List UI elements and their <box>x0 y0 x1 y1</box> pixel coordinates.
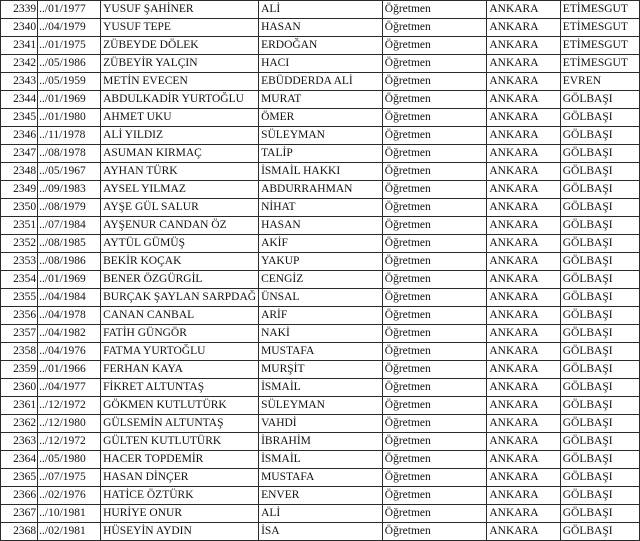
city-cell: ANKARA <box>487 451 560 469</box>
city-cell: ANKARA <box>487 271 560 289</box>
city-cell: ANKARA <box>487 199 560 217</box>
occupation-cell: Öğretmen <box>382 73 487 91</box>
district-cell: GÖLBAŞI <box>560 163 639 181</box>
city-cell: ANKARA <box>487 343 560 361</box>
name-cell: FATİH GÜNGÖR <box>101 325 259 343</box>
date-cell: ../08/1978 <box>38 145 101 163</box>
city-cell: ANKARA <box>487 19 560 37</box>
date-cell: ../01/1977 <box>38 1 101 19</box>
city-cell: ANKARA <box>487 253 560 271</box>
row-number-cell: 2354 <box>1 271 38 289</box>
city-cell: ANKARA <box>487 91 560 109</box>
name-cell: METİN EVECEN <box>101 73 259 91</box>
district-cell: GÖLBAŞI <box>560 361 639 379</box>
date-cell: ../04/1982 <box>38 325 101 343</box>
name-cell: HÜSEYİN AYDIN <box>101 523 259 541</box>
father-name-cell: MUSTAFA <box>259 343 383 361</box>
father-name-cell: İSA <box>259 523 383 541</box>
table-row <box>1 325 640 343</box>
table-row <box>1 1 640 19</box>
district-cell: GÖLBAŞI <box>560 253 639 271</box>
city-cell: ANKARA <box>487 289 560 307</box>
occupation-cell: Öğretmen <box>382 199 487 217</box>
city-cell: ANKARA <box>487 325 560 343</box>
city-cell: ANKARA <box>487 1 560 19</box>
row-number-cell: 2356 <box>1 307 38 325</box>
table-row <box>1 289 640 307</box>
district-cell: GÖLBAŞI <box>560 127 639 145</box>
row-number-cell: 2347 <box>1 145 38 163</box>
city-cell: ANKARA <box>487 523 560 541</box>
father-name-cell: MURAT <box>259 91 383 109</box>
father-name-cell: İSMAİL <box>259 379 383 397</box>
father-name-cell: İSMAİL HAKKI <box>259 163 383 181</box>
father-name-cell: SÜLEYMAN <box>259 127 383 145</box>
district-cell: GÖLBAŞI <box>560 469 639 487</box>
row-number-cell: 2360 <box>1 379 38 397</box>
row-number-cell: 2367 <box>1 505 38 523</box>
date-cell: ../05/1967 <box>38 163 101 181</box>
father-name-cell: MURŞİT <box>259 361 383 379</box>
city-cell: ANKARA <box>487 37 560 55</box>
father-name-cell: ALİ <box>259 1 383 19</box>
row-number-cell: 2359 <box>1 361 38 379</box>
district-cell: GÖLBAŞI <box>560 487 639 505</box>
occupation-cell: Öğretmen <box>382 1 487 19</box>
name-cell: ABDULKADİR YURTOĞLU <box>101 91 259 109</box>
father-name-cell: ENVER <box>259 487 383 505</box>
district-cell: GÖLBAŞI <box>560 325 639 343</box>
district-cell: ETİMESGUT <box>560 37 639 55</box>
table-row <box>1 361 640 379</box>
row-number-cell: 2357 <box>1 325 38 343</box>
name-cell: HURİYE ONUR <box>101 505 259 523</box>
date-cell: ../10/1981 <box>38 505 101 523</box>
father-name-cell: ÖMER <box>259 109 383 127</box>
row-number-cell: 2364 <box>1 451 38 469</box>
occupation-cell: Öğretmen <box>382 451 487 469</box>
row-number-cell: 2365 <box>1 469 38 487</box>
name-cell: HASAN DİNÇER <box>101 469 259 487</box>
city-cell: ANKARA <box>487 55 560 73</box>
city-cell: ANKARA <box>487 379 560 397</box>
row-number-cell: 2355 <box>1 289 38 307</box>
date-cell: ../04/1977 <box>38 379 101 397</box>
date-cell: ../09/1983 <box>38 181 101 199</box>
table-row <box>1 127 640 145</box>
date-cell: ../02/1976 <box>38 487 101 505</box>
date-cell: ../12/1972 <box>38 397 101 415</box>
table-row <box>1 397 640 415</box>
district-cell: ETİMESGUT <box>560 55 639 73</box>
date-cell: ../01/1966 <box>38 361 101 379</box>
row-number-cell: 2346 <box>1 127 38 145</box>
name-cell: ASUMAN KIRMAÇ <box>101 145 259 163</box>
father-name-cell: HASAN <box>259 217 383 235</box>
name-cell: ZÜBEYDE DÖLEK <box>101 37 259 55</box>
name-cell: YUSUF ŞAHİNER <box>101 1 259 19</box>
name-cell: ZÜBEYİR YALÇIN <box>101 55 259 73</box>
name-cell: AYŞE GÜL SALUR <box>101 199 259 217</box>
row-number-cell: 2366 <box>1 487 38 505</box>
city-cell: ANKARA <box>487 163 560 181</box>
table-row <box>1 433 640 451</box>
district-cell: GÖLBAŞI <box>560 91 639 109</box>
city-cell: ANKARA <box>487 469 560 487</box>
occupation-cell: Öğretmen <box>382 109 487 127</box>
table-row <box>1 343 640 361</box>
district-cell: GÖLBAŞI <box>560 433 639 451</box>
date-cell: ../05/1986 <box>38 55 101 73</box>
date-cell: ../11/1978 <box>38 127 101 145</box>
table-row <box>1 91 640 109</box>
district-cell: GÖLBAŞI <box>560 145 639 163</box>
occupation-cell: Öğretmen <box>382 253 487 271</box>
table-row <box>1 199 640 217</box>
row-number-cell: 2362 <box>1 415 38 433</box>
row-number-cell: 2350 <box>1 199 38 217</box>
table-row <box>1 307 640 325</box>
occupation-cell: Öğretmen <box>382 469 487 487</box>
table-row <box>1 505 640 523</box>
date-cell: ../05/1980 <box>38 451 101 469</box>
date-cell: ../12/1980 <box>38 415 101 433</box>
district-cell: GÖLBAŞI <box>560 199 639 217</box>
name-cell: BEKİR KOÇAK <box>101 253 259 271</box>
city-cell: ANKARA <box>487 487 560 505</box>
father-name-cell: HACI <box>259 55 383 73</box>
date-cell: ../04/1978 <box>38 307 101 325</box>
table-row <box>1 19 640 37</box>
city-cell: ANKARA <box>487 181 560 199</box>
district-cell: ETİMESGUT <box>560 19 639 37</box>
table-row <box>1 145 640 163</box>
occupation-cell: Öğretmen <box>382 163 487 181</box>
occupation-cell: Öğretmen <box>382 397 487 415</box>
table-row <box>1 415 640 433</box>
occupation-cell: Öğretmen <box>382 217 487 235</box>
table-row <box>1 109 640 127</box>
date-cell: ../08/1979 <box>38 199 101 217</box>
row-number-cell: 2351 <box>1 217 38 235</box>
occupation-cell: Öğretmen <box>382 343 487 361</box>
table-row <box>1 379 640 397</box>
occupation-cell: Öğretmen <box>382 325 487 343</box>
name-cell: HATİCE ÖZTÜRK <box>101 487 259 505</box>
district-cell: GÖLBAŞI <box>560 217 639 235</box>
father-name-cell: AKİF <box>259 235 383 253</box>
occupation-cell: Öğretmen <box>382 37 487 55</box>
table-row <box>1 487 640 505</box>
name-cell: GÜLTEN KUTLUTÜRK <box>101 433 259 451</box>
father-name-cell: SÜLEYMAN <box>259 397 383 415</box>
father-name-cell: ERDOĞAN <box>259 37 383 55</box>
city-cell: ANKARA <box>487 505 560 523</box>
row-number-cell: 2352 <box>1 235 38 253</box>
table-row <box>1 523 640 541</box>
father-name-cell: ÜNSAL <box>259 289 383 307</box>
name-cell: FİKRET ALTUNTAŞ <box>101 379 259 397</box>
date-cell: ../02/1981 <box>38 523 101 541</box>
district-cell: GÖLBAŞI <box>560 379 639 397</box>
occupation-cell: Öğretmen <box>382 505 487 523</box>
date-cell: ../01/1980 <box>38 109 101 127</box>
occupation-cell: Öğretmen <box>382 289 487 307</box>
name-cell: HACER TOPDEMİR <box>101 451 259 469</box>
table-row <box>1 253 640 271</box>
name-cell: AYSEL YILMAZ <box>101 181 259 199</box>
row-number-cell: 2368 <box>1 523 38 541</box>
occupation-cell: Öğretmen <box>382 145 487 163</box>
father-name-cell: ARİF <box>259 307 383 325</box>
occupation-cell: Öğretmen <box>382 415 487 433</box>
date-cell: ../08/1986 <box>38 253 101 271</box>
table-row <box>1 163 640 181</box>
row-number-cell: 2361 <box>1 397 38 415</box>
occupation-cell: Öğretmen <box>382 181 487 199</box>
district-cell: GÖLBAŞI <box>560 397 639 415</box>
row-number-cell: 2344 <box>1 91 38 109</box>
date-cell: ../04/1984 <box>38 289 101 307</box>
occupation-cell: Öğretmen <box>382 523 487 541</box>
table-row <box>1 181 640 199</box>
date-cell: ../07/1975 <box>38 469 101 487</box>
district-cell: GÖLBAŞI <box>560 415 639 433</box>
father-name-cell: YAKUP <box>259 253 383 271</box>
name-cell: FERHAN KAYA <box>101 361 259 379</box>
father-name-cell: ALİ <box>259 505 383 523</box>
table-row <box>1 235 640 253</box>
occupation-cell: Öğretmen <box>382 361 487 379</box>
table-row <box>1 55 640 73</box>
district-cell: GÖLBAŞI <box>560 451 639 469</box>
city-cell: ANKARA <box>487 415 560 433</box>
row-number-cell: 2349 <box>1 181 38 199</box>
name-cell: BURÇAK ŞAYLAN SARPDAĞ <box>101 289 259 307</box>
name-cell: YUSUF TEPE <box>101 19 259 37</box>
city-cell: ANKARA <box>487 73 560 91</box>
table-row <box>1 217 640 235</box>
district-cell: GÖLBAŞI <box>560 505 639 523</box>
row-number-cell: 2345 <box>1 109 38 127</box>
occupation-cell: Öğretmen <box>382 55 487 73</box>
date-cell: ../01/1969 <box>38 271 101 289</box>
city-cell: ANKARA <box>487 433 560 451</box>
row-number-cell: 2348 <box>1 163 38 181</box>
date-cell: ../05/1959 <box>38 73 101 91</box>
table-row <box>1 469 640 487</box>
father-name-cell: İSMAİL <box>259 451 383 469</box>
occupation-cell: Öğretmen <box>382 433 487 451</box>
name-cell: ALİ YILDIZ <box>101 127 259 145</box>
name-cell: AYŞENUR CANDAN ÖZ <box>101 217 259 235</box>
date-cell: ../04/1976 <box>38 343 101 361</box>
row-number-cell: 2358 <box>1 343 38 361</box>
name-cell: FATMA YURTOĞLU <box>101 343 259 361</box>
father-name-cell: MUSTAFA <box>259 469 383 487</box>
row-number-cell: 2353 <box>1 253 38 271</box>
district-cell: GÖLBAŞI <box>560 271 639 289</box>
table-row <box>1 451 640 469</box>
occupation-cell: Öğretmen <box>382 91 487 109</box>
father-name-cell: TALİP <box>259 145 383 163</box>
occupation-cell: Öğretmen <box>382 307 487 325</box>
district-cell: GÖLBAŞI <box>560 523 639 541</box>
father-name-cell: NİHAT <box>259 199 383 217</box>
name-cell: GÖKMEN KUTLUTÜRK <box>101 397 259 415</box>
city-cell: ANKARA <box>487 109 560 127</box>
occupation-cell: Öğretmen <box>382 19 487 37</box>
district-cell: GÖLBAŞI <box>560 235 639 253</box>
row-number-cell: 2339 <box>1 1 38 19</box>
table-row <box>1 271 640 289</box>
name-cell: AHMET UKU <box>101 109 259 127</box>
city-cell: ANKARA <box>487 307 560 325</box>
date-cell: ../04/1979 <box>38 19 101 37</box>
row-number-cell: 2363 <box>1 433 38 451</box>
district-cell: GÖLBAŞI <box>560 343 639 361</box>
district-cell: GÖLBAŞI <box>560 181 639 199</box>
city-cell: ANKARA <box>487 145 560 163</box>
district-cell: GÖLBAŞI <box>560 289 639 307</box>
row-number-cell: 2342 <box>1 55 38 73</box>
father-name-cell: NAKİ <box>259 325 383 343</box>
name-cell: AYHAN TÜRK <box>101 163 259 181</box>
father-name-cell: HASAN <box>259 19 383 37</box>
row-number-cell: 2340 <box>1 19 38 37</box>
date-cell: ../12/1972 <box>38 433 101 451</box>
row-number-cell: 2341 <box>1 37 38 55</box>
city-cell: ANKARA <box>487 217 560 235</box>
table-row <box>1 73 640 91</box>
city-cell: ANKARA <box>487 235 560 253</box>
father-name-cell: CENGİZ <box>259 271 383 289</box>
table-row <box>1 37 640 55</box>
date-cell: ../07/1984 <box>38 217 101 235</box>
city-cell: ANKARA <box>487 361 560 379</box>
city-cell: ANKARA <box>487 397 560 415</box>
row-number-cell: 2343 <box>1 73 38 91</box>
occupation-cell: Öğretmen <box>382 487 487 505</box>
occupation-cell: Öğretmen <box>382 127 487 145</box>
date-cell: ../01/1975 <box>38 37 101 55</box>
occupation-cell: Öğretmen <box>382 271 487 289</box>
father-name-cell: İBRAHİM <box>259 433 383 451</box>
district-cell: GÖLBAŞI <box>560 109 639 127</box>
name-cell: AYTÜL GÜMÜŞ <box>101 235 259 253</box>
city-cell: ANKARA <box>487 127 560 145</box>
district-cell: EVREN <box>560 73 639 91</box>
occupation-cell: Öğretmen <box>382 379 487 397</box>
father-name-cell: VAHDİ <box>259 415 383 433</box>
name-cell: BENER ÖZGÜRGİL <box>101 271 259 289</box>
father-name-cell: ABDURRAHMAN <box>259 181 383 199</box>
occupation-cell: Öğretmen <box>382 235 487 253</box>
name-cell: CANAN CANBAL <box>101 307 259 325</box>
name-cell: GÜLSEMİN ALTUNTAŞ <box>101 415 259 433</box>
date-cell: ../01/1969 <box>38 91 101 109</box>
table-body <box>1 1 640 541</box>
district-cell: GÖLBAŞI <box>560 307 639 325</box>
date-cell: ../08/1985 <box>38 235 101 253</box>
district-cell: ETİMESGUT <box>560 1 639 19</box>
father-name-cell: EBÜDDERDA ALİ <box>259 73 383 91</box>
